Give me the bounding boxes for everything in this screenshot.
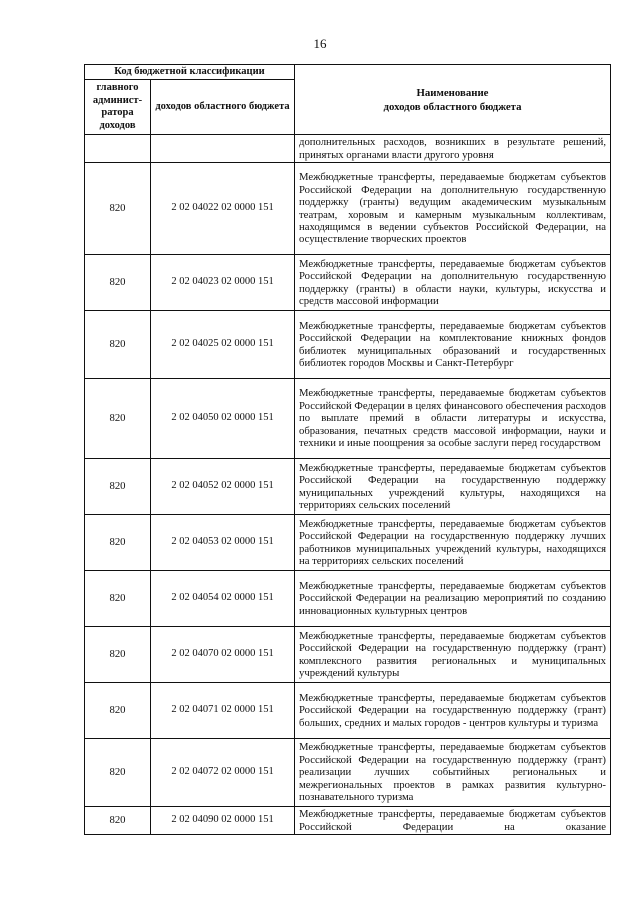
cell-income-name: Межбюджетные трансферты, передаваемые бюджетам субъектов Российской Федерации на государственную поддержку (грант) комплексного развития региональных и муниципальных учреждений культуры xyxy=(295,627,611,683)
cell-income-name: Межбюджетные трансферты, передаваемые бюджетам субъектов Российской Федерации на государственную поддержку лучших работников муниципальных учреждений культуры, находящихся на территориях сельских поселений xyxy=(295,515,611,571)
table-row xyxy=(85,135,611,163)
cell-administrator-code: 820 xyxy=(85,739,151,807)
cell-administrator-code: 820 xyxy=(85,163,151,255)
budget-classification-table-wrapper xyxy=(84,64,610,835)
table-row xyxy=(85,163,611,255)
header-income-name xyxy=(295,65,611,135)
cell-administrator-code xyxy=(85,135,151,163)
cell-income-code: 2 02 04070 02 0000 151 xyxy=(151,627,295,683)
cell-income-code: 2 02 04071 02 0000 151 xyxy=(151,683,295,739)
cell-income-name: Межбюджетные трансферты, передаваемые бюджетам субъектов Российской Федерации в целях финансового обеспечения расходов по выплате премий в области литературы и искусства, образования, печатных средств массовой информации, науки и техники и иные поощрения за особые заслуги перед государством xyxy=(295,379,611,459)
cell-income-name: Межбюджетные трансферты, передаваемые бюджетам субъектов Российской Федерации на дополнительную государственную поддержку (гранты) в области науки, культуры, искусства и средств массовой информации xyxy=(295,255,611,311)
table-row xyxy=(85,807,611,835)
cell-income-code: 2 02 04072 02 0000 151 xyxy=(151,739,295,807)
cell-administrator-code: 820 xyxy=(85,459,151,515)
cell-income-name: Межбюджетные трансферты, передаваемые бюджетам субъектов Российской Федерации на государственную поддержку муниципальных учреждений культуры, находящихся на территориях сельских поселений xyxy=(295,459,611,515)
header-main-administrator: главного админист-ратора доходов xyxy=(85,80,151,135)
cell-administrator-code: 820 xyxy=(85,627,151,683)
table-body xyxy=(85,135,611,835)
header-regional-budget-income: доходов областного бюджета xyxy=(151,80,295,135)
cell-administrator-code: 820 xyxy=(85,571,151,627)
cell-administrator-code: 820 xyxy=(85,515,151,571)
cell-income-code: 2 02 04023 02 0000 151 xyxy=(151,255,295,311)
cell-income-name: Межбюджетные трансферты, передаваемые бюджетам субъектов Российской Федерации на государственную поддержку (грант) больших, средних и малых городов - центров культуры и туризма xyxy=(295,683,611,739)
page-number: 16 xyxy=(313,36,327,51)
cell-income-code: 2 02 04022 02 0000 151 xyxy=(151,163,295,255)
table-row xyxy=(85,683,611,739)
table-row xyxy=(85,739,611,807)
cell-income-name: дополнительных расходов, возникших в результате решений, принятых органами власти другого уровня xyxy=(295,135,611,163)
cell-income-code: 2 02 04053 02 0000 151 xyxy=(151,515,295,571)
cell-administrator-code: 820 xyxy=(85,379,151,459)
cell-administrator-code: 820 xyxy=(85,311,151,379)
header-classification-code: Код бюджетной классификации xyxy=(85,65,295,80)
cell-administrator-code: 820 xyxy=(85,255,151,311)
table-row xyxy=(85,379,611,459)
budget-classification-table xyxy=(84,64,611,835)
cell-income-code: 2 02 04090 02 0000 151 xyxy=(151,807,295,835)
table-row xyxy=(85,515,611,571)
cell-administrator-code: 820 xyxy=(85,683,151,739)
cell-income-code: 2 02 04052 02 0000 151 xyxy=(151,459,295,515)
table-row xyxy=(85,459,611,515)
cell-income-code: 2 02 04025 02 0000 151 xyxy=(151,311,295,379)
table-row xyxy=(85,571,611,627)
header-income-name-line2: доходов областного бюджета xyxy=(383,100,522,113)
cell-income-name: Межбюджетные трансферты, передаваемые бюджетам субъектов Российской Федерации на государственную поддержку (грант) реализации лучших событийных региональных и межрегиональных проектов в рамках развития культурно-познавательного туризма xyxy=(295,739,611,807)
cell-administrator-code: 820 xyxy=(85,807,151,835)
cell-income-code: 2 02 04054 02 0000 151 xyxy=(151,571,295,627)
header-income-name-line1: Наименование xyxy=(416,86,489,99)
cell-income-name: Межбюджетные трансферты, передаваемые бюджетам субъектов Российской Федерации на дополнительную государственную поддержку (гранты) ведущим академическим музыкальным театрам, хоровым и камерным музыкальным коллективам, находящимся в ведении субъектов Российской Федерации, на осуществление творческих проектов xyxy=(295,163,611,255)
cell-income-code: 2 02 04050 02 0000 151 xyxy=(151,379,295,459)
cell-income-code xyxy=(151,135,295,163)
table-row xyxy=(85,311,611,379)
cell-income-name: Межбюджетные трансферты, передаваемые бюджетам субъектов Российской Федерации на реализацию мероприятий по созданию инновационных культурных центров xyxy=(295,571,611,627)
cell-income-name: Межбюджетные трансферты, передаваемые бюджетам субъектов Российской Федерации на комплектование книжных фондов библиотек муниципальных образований и государственных библиотек городов Москвы и Санкт-Петербург xyxy=(295,311,611,379)
table-row xyxy=(85,627,611,683)
cell-income-name: Межбюджетные трансферты, передаваемые бюджетам субъектов Российской Федерации на оказание xyxy=(295,807,611,835)
table-row xyxy=(85,255,611,311)
